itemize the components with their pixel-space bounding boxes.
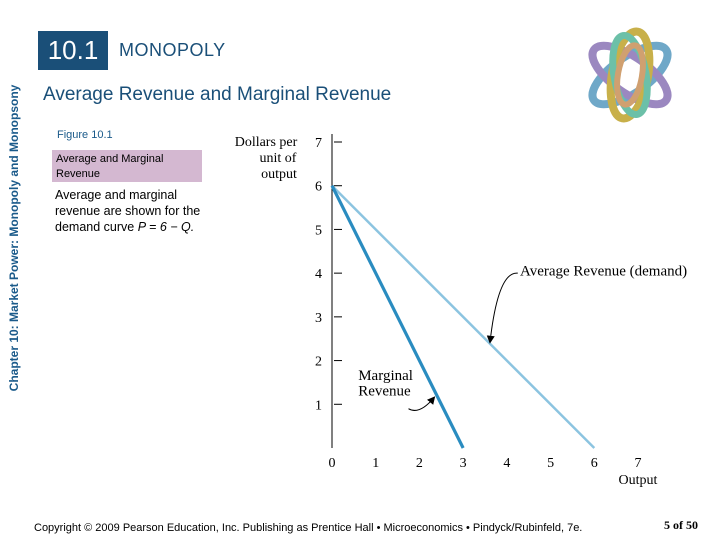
section-number-box [38, 31, 108, 70]
y-tick-label-2: 2 [315, 354, 322, 370]
average-revenue-annotation: Average Revenue (demand) [519, 263, 688, 280]
x-tick-label-1: 1 [372, 456, 380, 471]
average-revenue-arrow [490, 273, 518, 342]
x-tick-label-3: 3 [459, 456, 467, 471]
chapter-label-text: Chapter 10: Market Power: Monopoly and Monopsony [7, 84, 21, 392]
average-revenue-line [332, 186, 594, 448]
y-axis-label-line1: Dollars per [234, 135, 298, 150]
y-tick-label-6: 6 [315, 179, 322, 195]
marginal-revenue-arrow [409, 398, 434, 411]
y-tick-label-5: 5 [315, 223, 322, 239]
marginal-revenue-annotation-line2: Revenue [358, 383, 411, 400]
y-tick-label-4: 4 [315, 267, 322, 283]
caption-title-box [52, 150, 202, 182]
marginal-revenue-line [332, 186, 463, 448]
x-tick-label-2: 2 [415, 456, 423, 471]
y-tick-label-3: 3 [315, 310, 322, 326]
chapter-sidebar-label [4, 0, 24, 476]
revenue-chart [222, 128, 690, 500]
y-axis-label-line3: output [261, 167, 297, 182]
figure-label: Figure 10.1 [57, 129, 113, 141]
y-tick-label-1: 1 [315, 398, 322, 414]
interlocking-rings-logo [575, 20, 685, 130]
y-axis-label-line2: unit of [259, 151, 297, 166]
caption-text [55, 187, 203, 235]
footer-copyright: Copyright © 2009 Pearson Education, Inc. Publishing as Prentice Hall • Microeconomics • Pindyck/Rubinfeld, 7e. [34, 522, 583, 534]
section-title: MONOPOLY [119, 40, 226, 60]
caption-equation: P = 6 − Q. [137, 220, 195, 234]
x-tick-label-4: 4 [503, 456, 511, 471]
x-axis-label: Output [618, 473, 658, 488]
y-tick-label-7: 7 [315, 136, 322, 151]
caption-title: Average and Marginal Revenue [56, 153, 164, 180]
x-tick-label-0: 0 [328, 456, 336, 471]
x-tick-label-6: 6 [590, 456, 598, 471]
page-number: 5 of 50 [664, 518, 698, 532]
chart-svg [222, 128, 690, 500]
x-tick-label-5: 5 [547, 456, 555, 471]
caption-body: Average and marginal revenue are shown for the demand curve [55, 188, 201, 234]
slide-title: Average Revenue and Marginal Revenue [43, 84, 392, 105]
marginal-revenue-annotation-line1: Marginal [358, 368, 413, 385]
x-tick-label-7: 7 [634, 456, 642, 471]
section-number: 10.1 [47, 35, 99, 65]
